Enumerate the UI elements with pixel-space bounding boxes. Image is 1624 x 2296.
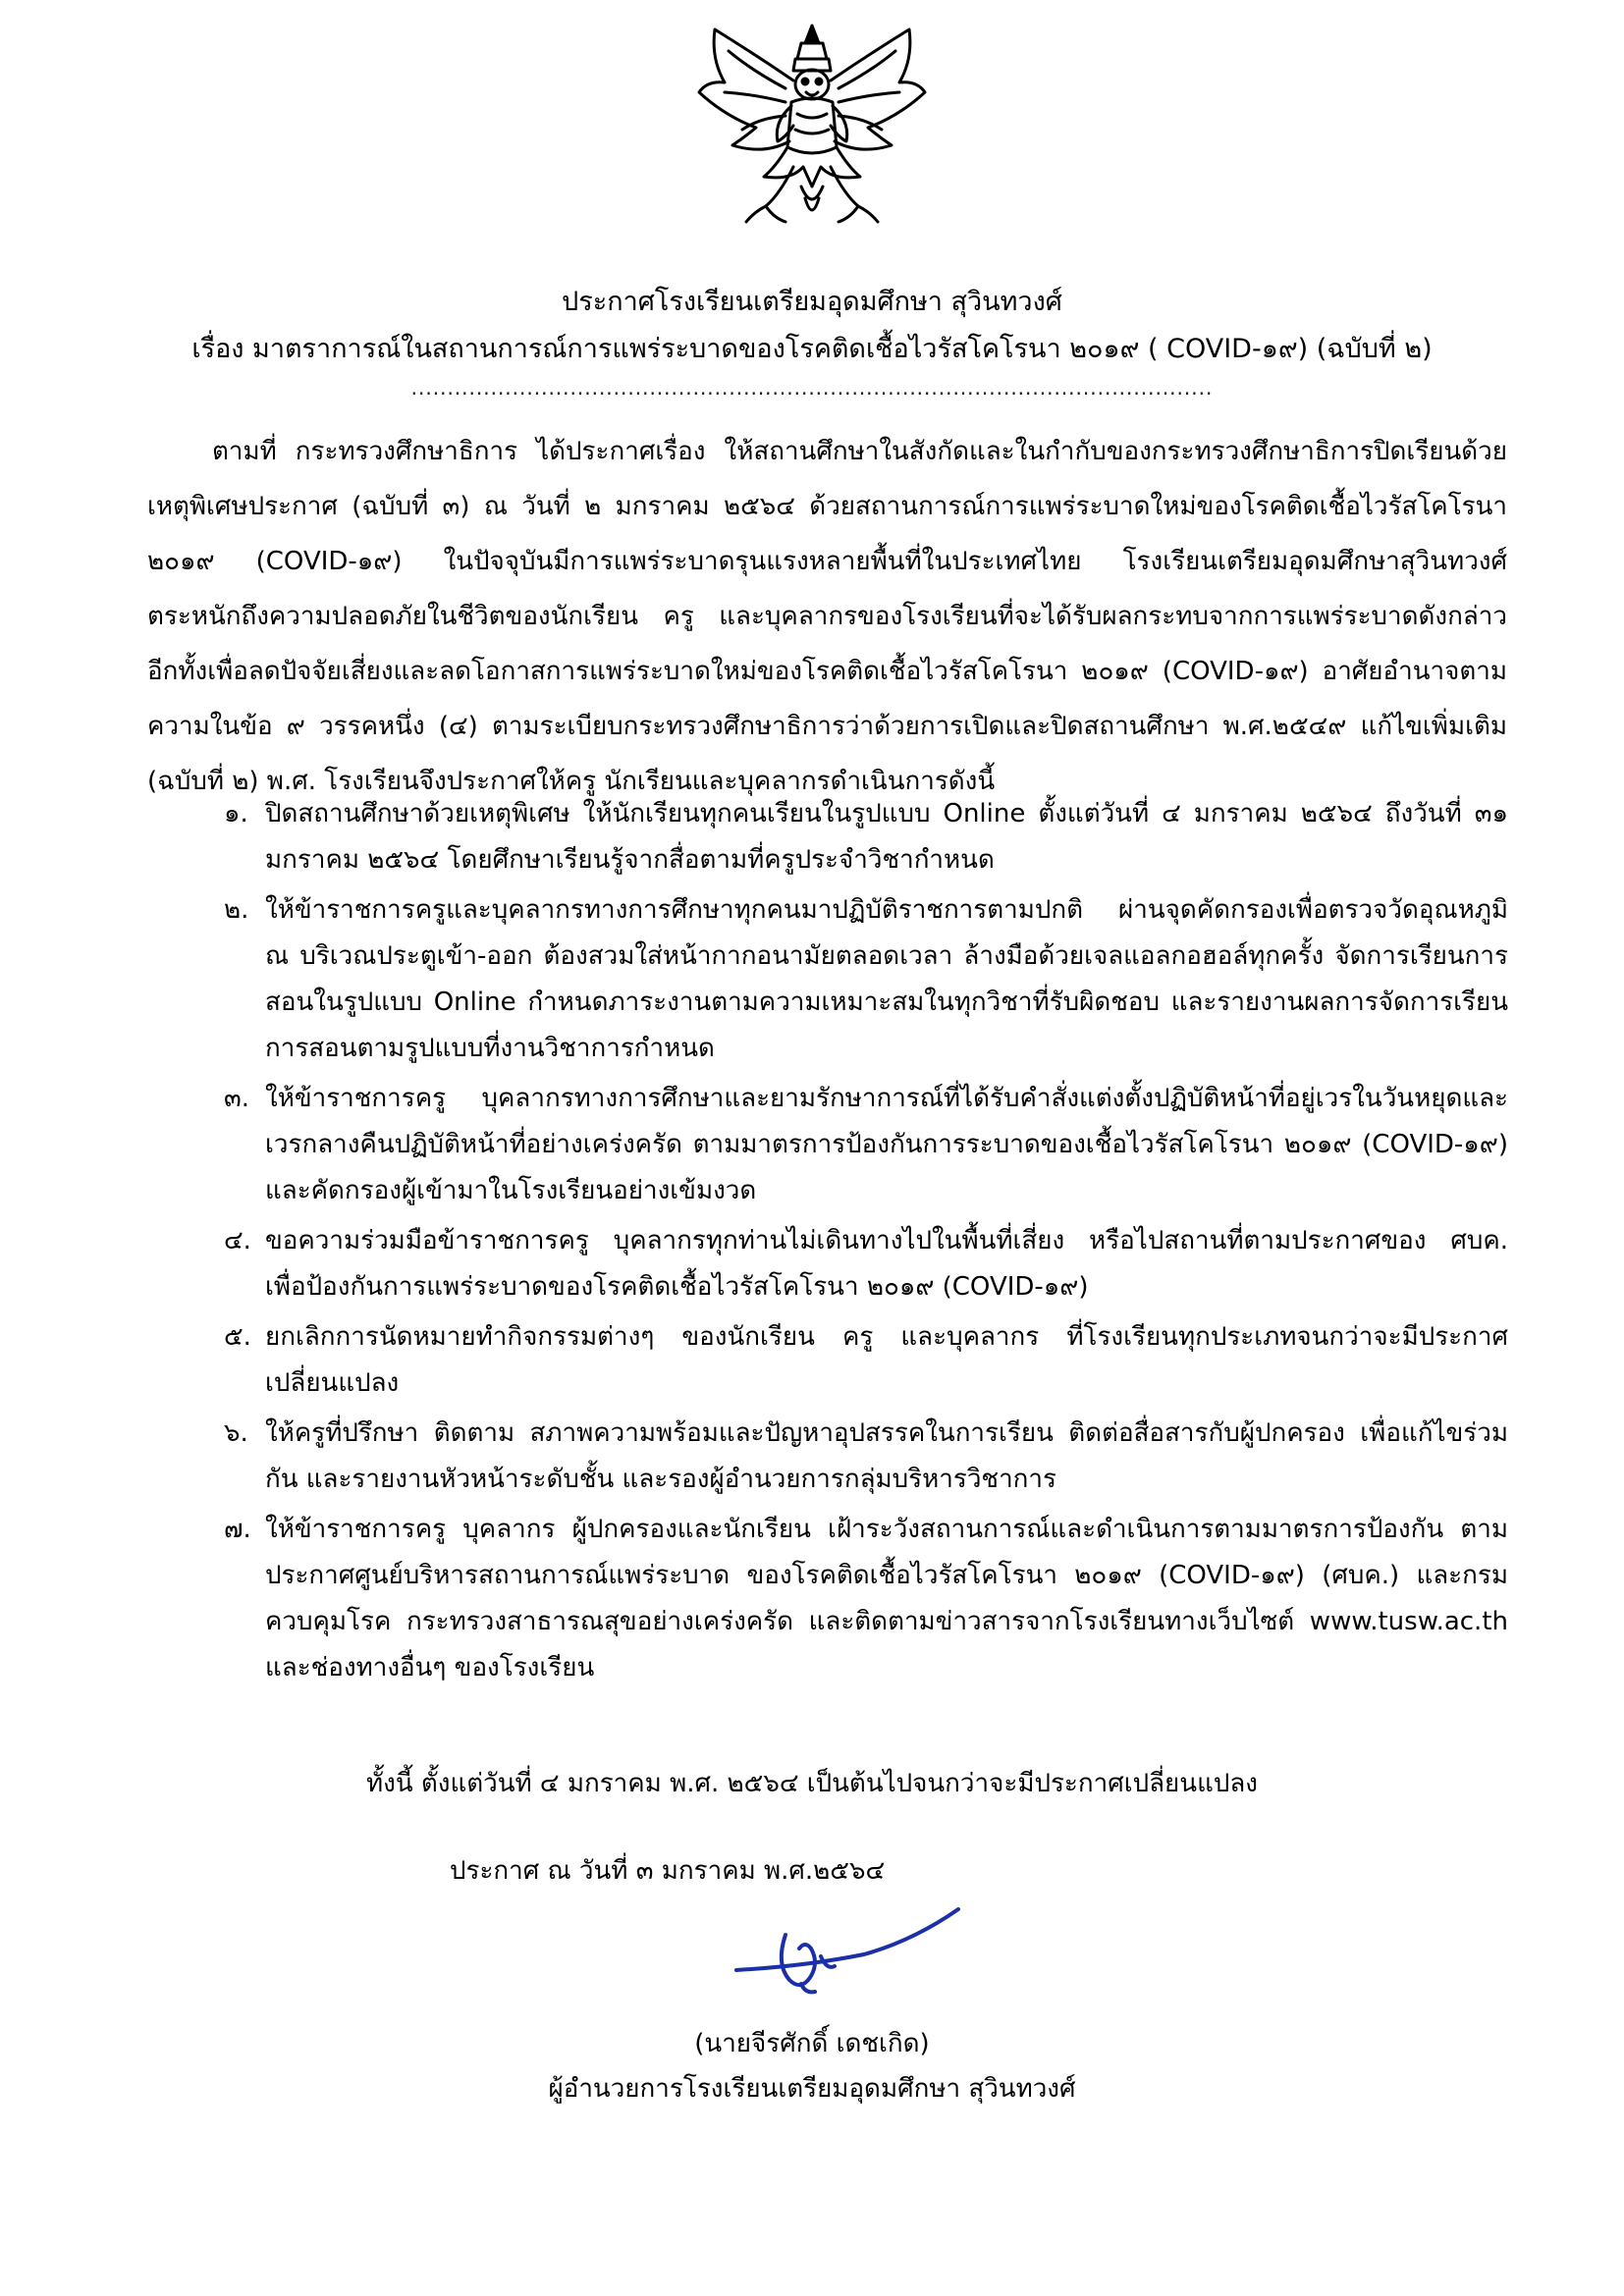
item-number: ๔. bbox=[224, 1226, 251, 1255]
signer-position: ผู้อำนวยการโรงเรียนเตรียมอุดมศึกษา สุวินทวงศ์ bbox=[548, 2074, 1076, 2104]
list-item bbox=[224, 1218, 1508, 1310]
item-text: ขอความร่วมมือข้าราชการครู บุคลากรทุกท่านไม่เดินทางไปในพื้นที่เสี่ยง หรือไปสถานที่ตามประกาศของ ศบค. เพื่อป้องกันการแพร่ระบาดของโรคติดเชื้อไวรัสโคโรนา ๒๐๑๙ (COVID-๑๙) bbox=[265, 1226, 1508, 1302]
item-number: ๗. bbox=[224, 1515, 251, 1544]
measures-list bbox=[224, 791, 1508, 1695]
list-item bbox=[224, 1411, 1508, 1503]
garuda-emblem-icon bbox=[695, 20, 929, 230]
item-text: ปิดสถานศึกษาด้วยเหตุพิเศษ ให้นักเรียนทุกคนเรียนในรูปแบบ Online ตั้งแต่วันที่ ๔ มกราคม ๒๕๖๔ ถึงวันที่ ๓๑ มกราคม ๒๕๖๔ โดยศึกษาเรียนรู้จากสื่อตามที่ครูประจำวิชากำหนด bbox=[265, 799, 1508, 875]
announcement-date: ประกาศ ณ วันที่ ๓ มกราคม พ.ศ.๒๕๖๔ bbox=[450, 1856, 886, 1886]
list-item bbox=[224, 791, 1508, 883]
item-number: ๑. bbox=[224, 799, 248, 828]
item-text: ให้ข้าราชการครู บุคลากร ผู้ปกครองและนักเรียน เฝ้าระวังสถานการณ์และดำเนินการตามมาตรการป้องกัน ตามประกาศศูนย์บริหารสถานการณ์แพร่ระบาด ของโรคติดเชื้อไวรัสโคโรนา ๒๐๑๙ (COVID-๑๙) (ศบค.) และกรมควบคุมโรค กระทรวงสาธารณสุขอย่างเคร่งครัด และติดตามข่าวสารจากโรงเรียนทางเว็บไซต์ www.tusw.ac.th และช่องทางอื่นๆ ของโรงเรียน bbox=[265, 1515, 1508, 1682]
announcement-subject: เรื่อง มาตราการณ์ในสถานการณ์การแพร่ระบาดของโรคติดเชื้อไวรัสโคโรนา ๒๐๑๙ ( COVID-๑๙) (ฉบับที่ ๒) bbox=[191, 334, 1433, 364]
intro-paragraph: ตามที่ กระทรวงศึกษาธิการ ได้ประกาศเรื่อง ให้สถานศึกษาในสังกัดและในกำกับของกระทรวงศึกษาธิการปิดเรียนด้วยเหตุพิเศษประกาศ (ฉบับที่ ๓) ณ วันที่ ๒ มกราคม ๒๕๖๔ ด้วยสถานการณ์การแพร่ระบาดใหม่ของโรคติดเชื้อไวรัสโคโรนา ๒๐๑๙ (COVID-๑๙) ในปัจจุบันมีการแพร่ระบาดรุนแรงหลายพื้นที่ในประเทศไทย โรงเรียนเตรียมอุดมศึกษาสุวินทวงศ์ ตระหนักถึงความปลอดภัยในชีวิตของนักเรียน ครู และบุคลากรของโรงเรียนที่จะได้รับผลกระทบจากการแพร่ระบาดดังกล่าว อีกทั้งเพื่อลดปัจจัยเสี่ยงและลดโอกาสการแพร่ระบาดใหม่ของโรคติดเชื้อไวรัสโคโรนา ๒๐๑๙ (COVID-๑๙) อาศัยอำนาจตามความในข้อ ๙ วรรคหนึ่ง (๔) ตามระเบียบกระทรวงศึกษาธิการว่าด้วยการเปิดและปิดสถานศึกษา พ.ศ.๒๕๔๙ แก้ไขเพิ่มเติม (ฉบับที่ ๒) พ.ศ. โรงเรียนจึงประกาศให้ครู นักเรียนและบุคลากรดำเนินการดังนี้ bbox=[147, 437, 1507, 796]
closing-statement: ทั้งนี้ ตั้งแต่วันที่ ๔ มกราคม พ.ศ. ๒๕๖๔ เป็นต้นไปจนกว่าจะมีประกาศเปลี่ยนแปลง bbox=[366, 1769, 1258, 1798]
item-text: ให้ข้าราชการครูและบุคลากรทางการศึกษาทุกคนมาปฏิบัติราชการตามปกติ ผ่านจุดคัดกรองเพื่อตรวจวัดอุณหภูมิ ณ บริเวณประตูเข้า-ออก ต้องสวมใส่หน้ากากอนามัยตลอดเวลา ล้างมือด้วยเจลแอลกอฮอล์ทุกครั้ง จัดการเรียนการสอนในรูปแบบ Online กำหนดภาระงานตามความเหมาะสมในทุกวิชาที่รับผิดชอบ และรายงานผลการจัดการเรียนการสอนตามรูปแบบที่งานวิชาการกำหนด bbox=[265, 895, 1508, 1063]
list-item bbox=[224, 1507, 1508, 1691]
list-item bbox=[224, 1076, 1508, 1214]
item-number: ๖. bbox=[224, 1418, 248, 1448]
item-number: ๓. bbox=[224, 1084, 250, 1113]
item-text: ให้ข้าราชการครู บุคลากรทางการศึกษาและยามรักษาการณ์ที่ได้รับคำสั่งแต่งตั้งปฏิบัติหน้าที่อยู่เวรในวันหยุดและเวรกลางคืนปฏิบัติหน้าที่อย่างเคร่งครัด ตามมาตรการป้องกันการระบาดของเชื้อไวรัสโคโรนา ๒๐๑๙ (COVID-๑๙) และคัดกรองผู้เข้ามาในโรงเรียนอย่างเข้มงวด bbox=[265, 1084, 1508, 1205]
item-number: ๒. bbox=[224, 895, 249, 925]
list-item bbox=[224, 887, 1508, 1072]
announcement-title: ประกาศโรงเรียนเตรียมอุดมศึกษา สุวินทวงศ์ bbox=[562, 287, 1062, 317]
list-item bbox=[224, 1314, 1508, 1407]
item-text: ให้ครูที่ปรึกษา ติดตาม สภาพความพร้อมและปัญหาอุปสรรคในการเรียน ติดต่อสื่อสารกับผู้ปกครอง เพื่อแก้ไขร่วมกัน และรายงานหัวหน้าระดับชั้น และรองผู้อำนวยการกลุ่มบริหารวิชาการ bbox=[265, 1418, 1508, 1494]
handwritten-signature bbox=[717, 1901, 962, 2000]
signer-name: (นายจีรศักดิ์ เดชเกิด) bbox=[694, 2029, 930, 2058]
item-text: ยกเลิกการนัดหมายทำกิจกรรมต่างๆ ของนักเรียน ครู และบุคลากร ที่โรงเรียนทุกประเภทจนกว่าจะมีประกาศเปลี่ยนแปลง bbox=[265, 1322, 1508, 1398]
title-separator: ............................................................................................................... bbox=[410, 376, 1214, 400]
item-number: ๕. bbox=[224, 1322, 251, 1352]
